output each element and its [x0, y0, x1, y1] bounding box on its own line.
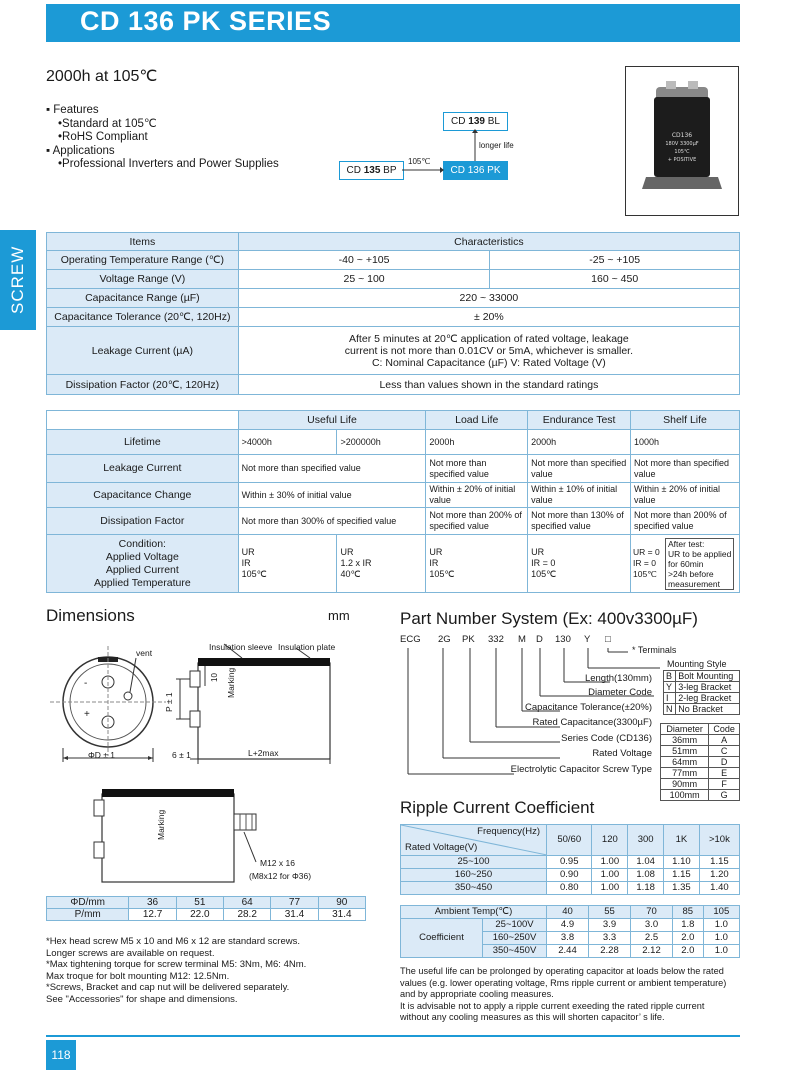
cell: 1.8 [673, 919, 704, 932]
cell: 2.44 [547, 945, 589, 958]
row-label: 25~100V [483, 919, 547, 932]
col-endurance: Endurance Test [528, 411, 631, 430]
freq-header: 50/60 [547, 825, 592, 856]
cell: -25 ~ +105 [490, 251, 740, 270]
vent-label: vent [136, 648, 153, 658]
cell: 1000h [631, 430, 740, 455]
col-shelf-life: Shelf Life [631, 411, 740, 430]
features-list [46, 104, 279, 172]
cell: C [709, 746, 740, 757]
cell: 0.80 [547, 882, 592, 895]
cell: P/mm [47, 909, 129, 921]
cd135-box: CD 135 BP [339, 161, 404, 180]
life-table [46, 410, 740, 593]
col-characteristics: Characteristics [238, 233, 739, 251]
flow-longer-label: longer life [479, 141, 514, 150]
cell: 1.0 [703, 919, 739, 932]
sleeve-label: Insulation sleeve [209, 642, 273, 652]
coefficient-label: Coefficient [401, 919, 483, 958]
pn-label: Rated Voltage [592, 748, 652, 759]
ten-label: 10 [210, 673, 219, 682]
m12-label: M12 x 16 [260, 858, 295, 868]
cell: 1.0 [703, 945, 739, 958]
row-label: Capacitance Tolerance (20℃, 120Hz) [47, 308, 239, 327]
svg-text:CD136: CD136 [671, 132, 693, 139]
cell: 36mm [661, 735, 709, 746]
cell: 1.08 [628, 869, 664, 882]
cell: UR 1.2 x IR 40℃ [337, 535, 426, 593]
page-title: CD 136 PK SERIES [80, 6, 332, 36]
p-label: P ± 1 [164, 692, 174, 712]
flow-arrows [400, 125, 520, 180]
freq-header: >10k [699, 825, 739, 856]
bullet-square-icon: ▪ [46, 144, 51, 157]
pn-label: Series Code (CD136) [561, 733, 652, 744]
cell: 36 [129, 897, 176, 909]
cell: Bolt Mounting [676, 671, 740, 682]
temp-header: 55 [589, 906, 631, 919]
cell: E [709, 768, 740, 779]
row-label: Capacitance Range (µF) [47, 289, 239, 308]
cell: 1.00 [592, 882, 628, 895]
cell: Code [709, 724, 740, 735]
cell: 64mm [661, 757, 709, 768]
cell: 64 [224, 897, 271, 909]
cell: I [664, 693, 676, 704]
cd139-box: CD 139 BL [443, 112, 508, 131]
marking-label: Marking [156, 809, 166, 840]
row-label: 160~250 [401, 869, 547, 882]
cell: 3-leg Bracket [676, 682, 740, 693]
cell: 220 ~ 33000 [238, 289, 739, 308]
cell: UR = 0 IR = 0 105℃ After test: UR to be applied for 60min >24h before measurement [631, 535, 740, 593]
m8-label: (M8x12 for Φ36) [249, 871, 312, 881]
cell: Diameter [661, 724, 709, 735]
cell: 2.5 [631, 932, 673, 945]
cell: Not more than specified value [426, 455, 528, 483]
cell: 90 [318, 897, 365, 909]
lmax-label: L+2max [248, 748, 279, 758]
mounting-style-label: Mounting Style [667, 659, 727, 669]
freq-header: 1K [664, 825, 700, 856]
svg-text:+ POSITIVE: + POSITIVE [667, 157, 697, 163]
cell: 2.12 [631, 945, 673, 958]
cell: 2-leg Bracket [676, 693, 740, 704]
cell: Not more than 130% of specified value [528, 508, 631, 535]
cell: 12.7 [129, 909, 176, 921]
features-label: Features [53, 104, 99, 116]
row-label: Leakage Current [47, 455, 239, 483]
terminals-label: * Terminals [632, 645, 677, 655]
cell: G [709, 790, 740, 801]
cell: Less than values shown in the standard ratings [238, 375, 739, 395]
row-label: Operating Temperature Range (℃) [47, 251, 239, 270]
cell: 0.95 [547, 856, 592, 869]
cell: 51 [176, 897, 223, 909]
cell: No Bracket [676, 704, 740, 715]
cell: Not more than specified value [238, 455, 426, 483]
cell: Within ± 30% of initial value [238, 483, 426, 508]
cell: -40 ~ +105 [238, 251, 490, 270]
cell: 1.0 [703, 932, 739, 945]
cell: 2000h [426, 430, 528, 455]
temp-header: 105 [703, 906, 739, 919]
feature-item: RoHS Compliant [62, 131, 148, 143]
cell: Within ± 10% of initial value [528, 483, 631, 508]
temp-header: 40 [547, 906, 589, 919]
application-item: Professional Inverters and Power Supplies [62, 158, 279, 170]
bullet-square-icon: ▪ [46, 104, 51, 116]
col-useful-life: Useful Life [238, 411, 426, 430]
cell: 77mm [661, 768, 709, 779]
cell: 77 [271, 897, 318, 909]
applications-label: Applications [52, 144, 115, 157]
feature-item: Standard at 105℃ [62, 117, 157, 130]
bullet-icon: • [58, 131, 63, 143]
dimensions-title: Dimensions [46, 606, 135, 625]
subtitle: 2000h at 105℃ [46, 68, 158, 85]
minus-label: - [84, 678, 88, 689]
cell: 3.3 [589, 932, 631, 945]
cell: 31.4 [271, 909, 318, 921]
cell: 1.40 [699, 882, 739, 895]
pn-label: Rated Capacitance(3300µF) [532, 717, 652, 728]
row-label: 160~250V [483, 932, 547, 945]
cell: A [709, 735, 740, 746]
cell: After 5 minutes at 20℃ application of rated voltage, leakage current is not more than 0.01CV or 5mA, whichever is smaller. C: Nominal Capacitance (µF) V: Rated Voltage (V) [238, 327, 739, 375]
cell: 100mm [661, 790, 709, 801]
pn-label: Capacitance Tolerance(±20%) [524, 702, 652, 713]
ripple-frequency-table [400, 824, 740, 895]
cell: >200000h [337, 430, 426, 455]
row-label: Leakage Current (µA) [47, 327, 239, 375]
cell: 160 ~ 450 [490, 270, 740, 289]
cell: 3.0 [631, 919, 673, 932]
cell: 2000h [528, 430, 631, 455]
ripple-title: Ripple Current Coefficient [400, 798, 595, 817]
cell: 1.35 [664, 882, 700, 895]
row-label: Lifetime [47, 430, 239, 455]
pitch-table [46, 896, 366, 921]
cell: Not more than specified value [631, 455, 740, 483]
cell: Y [664, 682, 676, 693]
cell: 1.04 [628, 856, 664, 869]
bullet-icon: • [58, 158, 63, 170]
blank-header [47, 411, 239, 430]
freq-corner: Frequency(Hz) Rated Voltage(V) [401, 825, 547, 856]
cell: 3.9 [589, 919, 631, 932]
marking-label: Marking [226, 667, 236, 698]
part-number-title: Part Number System (Ex: 400v3300µF) [400, 609, 698, 628]
cell: 90mm [661, 779, 709, 790]
cell: 25 ~ 100 [238, 270, 490, 289]
cd136-box: CD 136 PK [443, 161, 508, 180]
freq-header: 120 [592, 825, 628, 856]
row-label: Capacitance Change [47, 483, 239, 508]
col-items: Items [47, 233, 239, 251]
row-label: Dissipation Factor (20℃, 120Hz) [47, 375, 239, 395]
cell: Within ± 20% of initial value [426, 483, 528, 508]
col-load-life: Load Life [426, 411, 528, 430]
row-label: Condition: Applied Voltage Applied Current Applied Temperature [47, 535, 239, 593]
row-label: Voltage Range (V) [47, 270, 239, 289]
cell: 2.28 [589, 945, 631, 958]
flow-temp-label: 105℃ [408, 157, 431, 166]
cell: UR IR = 0 105℃ [528, 535, 631, 593]
cell: D [709, 757, 740, 768]
cell: 2.0 [673, 945, 704, 958]
cell: 51mm [661, 746, 709, 757]
cell: Not more than 200% of specified value [426, 508, 528, 535]
temp-header: 85 [673, 906, 704, 919]
cell: UR IR 105℃ [426, 535, 528, 593]
freq-header: 300 [628, 825, 664, 856]
ripple-temperature-table [400, 905, 740, 958]
cell: UR IR 105℃ [238, 535, 337, 593]
mounting-table [663, 670, 740, 715]
row-label: 350~450 [401, 882, 547, 895]
svg-text:105℃: 105℃ [674, 149, 690, 155]
svg-text:180V 3300µF: 180V 3300µF [665, 141, 699, 147]
pn-label: Electrolytic Capacitor Screw Type [510, 764, 652, 775]
cell: 22.0 [176, 909, 223, 921]
part-number-codes: ECG 2G PK 332 M D 130 Y □ [400, 634, 611, 645]
row-label: 25~100 [401, 856, 547, 869]
cell: 2.0 [673, 932, 704, 945]
plate-label: Insulation plate [278, 642, 336, 652]
cell: 3.8 [547, 932, 589, 945]
cell: 0.90 [547, 869, 592, 882]
cell: N [664, 704, 676, 715]
cell: 28.2 [224, 909, 271, 921]
six-label: 6 ± 1 [172, 750, 191, 760]
cell: Not more than 300% of specified value [238, 508, 426, 535]
row-label: Dissipation Factor [47, 508, 239, 535]
cell: 31.4 [318, 909, 365, 921]
pn-label: Diameter Code [588, 687, 652, 698]
footer-line [46, 1035, 740, 1037]
dimensions-unit: mm [328, 608, 350, 623]
cell: 1.00 [592, 856, 628, 869]
dimension-notes: *Hex head screw M5 x 10 and M6 x 12 are standard screws. Longer screws are available on request. *Max tightening torque for screw terminal M5: 3Nm, M6: 4Nm. Max troque for bolt mounting M12: 12.5Nm. *Screws, Bracket and cap nut will be delivered separately. See "Accessories" for shape and dimensions. [46, 936, 307, 1005]
cell: 1.15 [664, 869, 700, 882]
cell: F [709, 779, 740, 790]
side-tab-label: SCREW [8, 245, 27, 315]
cell: Not more than specified value [528, 455, 631, 483]
cell: ± 20% [238, 308, 739, 327]
bullet-icon: • [58, 117, 63, 130]
temp-header: 70 [631, 906, 673, 919]
capacitor-image [626, 67, 738, 215]
cell: 4.9 [547, 919, 589, 932]
cell: 1.18 [628, 882, 664, 895]
diameter-table [660, 723, 740, 801]
characteristics-table [46, 232, 740, 395]
cell: >4000h [238, 430, 337, 455]
cell: 1.15 [699, 856, 739, 869]
cell: B [664, 671, 676, 682]
cell: 1.10 [664, 856, 700, 869]
page-number: 118 [46, 1040, 76, 1070]
cell: ΦD/mm [47, 897, 129, 909]
cell: Not more than 200% of specified value [631, 508, 740, 535]
row-label: 350~450V [483, 945, 547, 958]
cell: 1.20 [699, 869, 739, 882]
cell: Within ± 20% of initial value [631, 483, 740, 508]
cell: 1.00 [592, 869, 628, 882]
phid-label: ΦD ± 1 [88, 750, 116, 760]
pn-label: Length(130mm) [584, 673, 652, 684]
plus-label: + [84, 709, 90, 720]
amb-temp-label: Ambient Temp(℃) [401, 906, 547, 919]
product-photo [625, 66, 739, 216]
ripple-notes: The useful life can be prolonged by operating capacitor at loads below the rated values (e.g. lower operating voltage, Rms ripple current or ambient temperature) and by appropriate cooling measures. It is advisable not to apply a ripple current exeeding the rated ripple current without any cooling measures as this will shorten capacitor’ s life. [400, 966, 727, 1022]
